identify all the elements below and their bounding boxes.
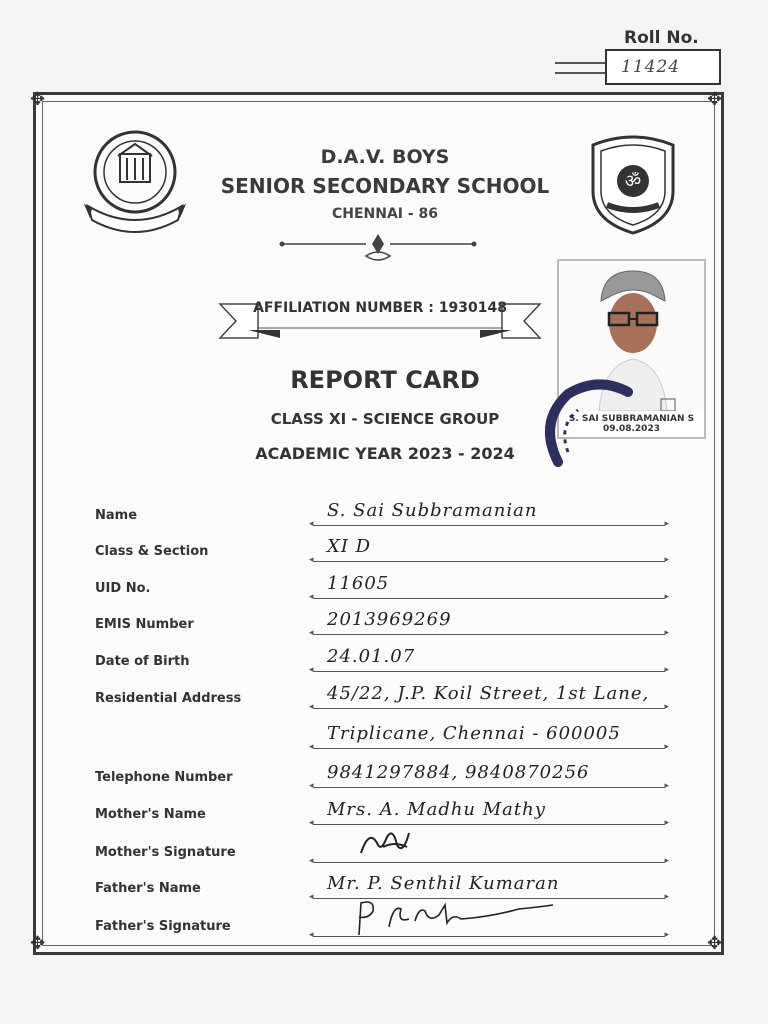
field-father-signature [95,911,695,941]
field-value: 45/22, J.P. Koil Street, 1st Lane, [327,683,650,704]
field-value: 11605 [327,573,390,594]
field-value: Triplicane, Chennai - 600005 [327,723,621,744]
field-label: Mother's Name [95,807,206,822]
field-value: S. Sai Subbramanian [327,500,538,521]
corner-ornament-icon: ✥ [30,89,46,110]
school-city: CHENNAI - 86 [331,206,439,222]
field-label: UID No. [95,581,151,596]
field-label: Father's Signature [95,919,231,934]
field-class-section [95,536,695,566]
academic-year: ACADEMIC YEAR 2023 - 2024 [255,444,515,463]
field-label: Date of Birth [95,654,190,669]
school-type: SENIOR SECONDARY SCHOOL [220,174,550,198]
field-value: Mrs. A. Madhu Mathy [327,799,546,820]
field-label: Name [95,508,138,523]
field-telephone [95,762,695,792]
field-line [313,525,665,526]
school-name: D.A.V. BOYS [320,146,450,168]
photo-caption-date: 09.08.2023 [603,424,660,434]
field-line [313,748,665,749]
field-emis [95,609,695,639]
report-title: REPORT CARD [290,366,480,394]
field-line [313,634,665,635]
affiliation-number: AFFILIATION NUMBER : 1930148 [253,300,507,316]
divider-ornament [278,232,478,264]
roll-number-box [605,49,721,85]
mother-signature-icon [357,825,417,859]
field-mother-signature [95,837,695,867]
class-group: CLASS XI - SCIENCE GROUP [270,410,500,428]
field-value: 24.01.07 [327,646,416,667]
field-label: Mother's Signature [95,845,236,860]
roll-number-lines [555,62,605,74]
field-dob [95,646,695,676]
field-line [313,787,665,788]
father-signature-icon [349,897,569,937]
field-uid [95,573,695,603]
field-address-line2 [95,723,695,753]
field-value: 2013969269 [327,609,452,630]
field-line [313,862,665,863]
field-value: 9841297884, 9840870256 [327,762,590,783]
affiliation-banner [218,298,542,342]
field-value: Mr. P. Senthil Kumaran [327,873,560,894]
cbse-emblem-icon [82,126,188,236]
field-label: Residential Address [95,691,242,706]
field-label: Father's Name [95,881,201,896]
corner-ornament-icon: ✥ [30,933,46,954]
field-address [95,683,695,713]
svg-text:ॐ: ॐ [624,171,642,192]
field-line [313,598,665,599]
field-value: XI D [327,536,372,557]
dav-emblem-icon [585,133,681,237]
field-line [313,671,665,672]
field-name [95,500,695,530]
corner-ornament-icon: ✥ [707,933,723,954]
photo-caption-name: S. SAI SUBBRAMANIAN S [568,414,695,424]
field-label: Telephone Number [95,770,233,785]
roll-number-label: Roll No. [624,28,699,48]
corner-ornament-icon: ✥ [707,89,723,110]
roll-number-value: 11424 [621,57,681,77]
field-line [313,561,665,562]
field-label: Class & Section [95,544,209,559]
field-line [313,708,665,709]
field-label: EMIS Number [95,617,194,632]
